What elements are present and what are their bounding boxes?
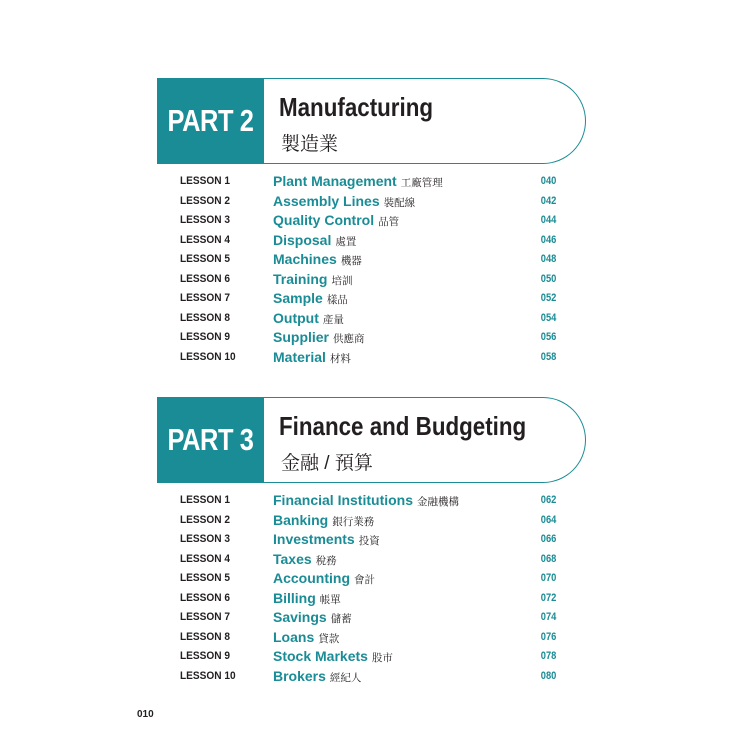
lesson-label: LESSON 5 [180,253,231,265]
lesson-title-zh: 金融機構 [417,496,460,508]
lesson-row[interactable] [180,329,560,349]
lesson-row[interactable] [180,609,560,629]
lesson-row[interactable] [180,512,560,532]
lesson-title-zh: 稅務 [315,554,337,567]
lesson-title-en: Output [273,309,319,326]
lesson-title-zh: 品管 [378,216,400,228]
lesson-row[interactable] [180,531,560,551]
lesson-label: LESSON 7 [180,292,231,304]
lesson-page-number: 050 [540,272,556,285]
lesson-list [180,492,560,687]
lesson-row[interactable] [180,570,560,590]
lesson-title-en: Billing [273,589,316,606]
part-title-en: Manufacturing [279,92,434,122]
lesson-page-number: 056 [540,331,556,343]
lesson-page-number: 064 [540,513,556,526]
lesson-label: LESSON 10 [180,350,236,363]
lesson-label: LESSON 3 [180,533,231,545]
lesson-list [180,173,560,368]
lesson-title-en: Taxes [273,550,312,567]
lesson-label: LESSON 8 [180,630,231,643]
lesson-title[interactable] [273,609,352,627]
lesson-page-number: 070 [540,572,556,584]
lesson-title-zh: 機器 [340,255,362,267]
lesson-title-zh: 材料 [329,352,351,365]
part-title-box [264,78,586,164]
lesson-title-en: Disposal [273,231,332,248]
lesson-row[interactable] [180,271,560,291]
lesson-row[interactable] [180,310,560,330]
lesson-label: LESSON 8 [180,311,231,324]
lesson-page-number: 066 [540,533,556,545]
lesson-row[interactable] [180,173,560,193]
lesson-title-zh: 投資 [358,535,380,547]
lesson-title-en: Plant Management [273,173,397,189]
lesson-title[interactable] [273,590,341,608]
lesson-title-zh: 股市 [371,652,393,664]
lesson-title[interactable] [273,668,361,686]
part-header [157,78,587,164]
lesson-row[interactable] [180,193,560,213]
lesson-page-number: 080 [540,669,556,682]
lesson-label: LESSON 9 [180,331,231,343]
lesson-title-en: Material [273,348,326,365]
lesson-title[interactable] [273,193,415,211]
lesson-label: LESSON 4 [180,233,231,246]
lesson-title-en: Training [273,270,328,287]
lesson-row[interactable] [180,251,560,271]
lesson-title-zh: 裝配線 [383,196,416,209]
part-title-zh: 製造業 [281,134,339,155]
lesson-row[interactable] [180,492,560,512]
lesson-title[interactable] [273,492,459,510]
lesson-title-zh: 貸款 [318,632,340,645]
lesson-row[interactable] [180,212,560,232]
lesson-title[interactable] [273,173,443,191]
lesson-title[interactable] [273,329,365,347]
page-number: 010 [137,709,154,720]
lesson-label: LESSON 4 [180,552,231,565]
lesson-title-zh: 工廠管理 [400,177,443,189]
lesson-title-zh: 處置 [335,235,357,248]
lesson-title-en: Financial Institutions [273,492,414,508]
part-title-box [264,397,586,483]
lesson-label: LESSON 1 [180,494,231,506]
lesson-page-number: 044 [540,214,556,226]
lesson-title-zh: 銀行業務 [332,515,375,528]
lesson-row[interactable] [180,648,560,668]
lesson-row[interactable] [180,349,560,369]
lesson-title-en: Stock Markets [273,648,368,664]
lesson-title[interactable] [273,629,339,647]
lesson-row[interactable] [180,232,560,252]
lesson-label: LESSON 2 [180,194,231,207]
lesson-title-en: Banking [273,511,329,528]
lesson-title-en: Supplier [273,329,330,345]
lesson-title-en: Investments [273,531,355,547]
lesson-title-en: Machines [273,251,337,267]
lesson-page-number: 046 [540,233,556,246]
lesson-title[interactable] [273,648,393,666]
lesson-label: LESSON 6 [180,272,231,285]
lesson-page-number: 052 [540,292,556,304]
lesson-page-number: 058 [540,350,556,363]
lesson-label: LESSON 1 [180,175,231,187]
lesson-label: LESSON 7 [180,611,231,623]
lesson-row[interactable] [180,551,560,571]
lesson-title-en: Accounting [273,570,350,586]
lesson-label: LESSON 6 [180,591,231,604]
lesson-title-zh: 樣品 [326,294,348,306]
part-title-en: Finance and Budgeting [279,411,527,441]
part-header [157,397,587,483]
lesson-title-zh: 培訓 [331,274,353,287]
lesson-label: LESSON 2 [180,513,231,526]
lesson-title[interactable] [273,570,375,588]
lesson-title[interactable] [273,251,362,269]
lesson-title[interactable] [273,310,344,328]
lesson-title[interactable] [273,512,374,530]
lesson-page-number: 078 [540,650,556,662]
lesson-row[interactable] [180,590,560,610]
lesson-label: LESSON 5 [180,572,231,584]
lesson-row[interactable] [180,290,560,310]
lesson-title-en: Savings [273,609,327,625]
lesson-title-zh: 會計 [354,574,375,586]
lesson-page-number: 076 [540,630,556,643]
part-label: PART 2 [167,103,254,138]
lesson-title-en: Assembly Lines [273,192,380,209]
lesson-page-number: 054 [540,311,556,324]
lesson-title[interactable] [273,271,352,289]
lesson-page-number: 042 [540,194,556,207]
lesson-title-en: Quality Control [273,212,375,228]
lesson-page-number: 048 [540,253,556,265]
part-badge [157,397,264,483]
lesson-title[interactable] [273,349,351,367]
lesson-label: LESSON 9 [180,650,231,662]
lesson-page-number: 068 [540,552,556,565]
lesson-row[interactable] [180,629,560,649]
lesson-title[interactable] [273,232,356,250]
lesson-label: LESSON 3 [180,214,231,226]
lesson-title-zh: 經紀人 [329,671,362,684]
lesson-title-zh: 產量 [322,313,344,326]
lesson-page-number: 072 [540,591,556,604]
lesson-title[interactable] [273,290,348,308]
lesson-title[interactable] [273,212,399,230]
lesson-title-zh: 帳單 [319,593,341,606]
lesson-row[interactable] [180,668,560,688]
lesson-page-number: 040 [540,175,556,187]
lesson-title-en: Sample [273,290,323,306]
lesson-title-en: Brokers [273,667,326,684]
part-title-zh: 金融 / 預算 [281,453,373,474]
lesson-page-number: 074 [540,611,556,623]
part-label: PART 3 [167,422,254,457]
part-badge [157,78,264,164]
lesson-label: LESSON 10 [180,669,236,682]
lesson-page-number: 062 [540,494,556,506]
lesson-title[interactable] [273,531,380,549]
lesson-title-zh: 供應商 [333,333,365,345]
lesson-title-en: Loans [273,628,315,645]
lesson-title-zh: 儲蓄 [330,613,352,625]
lesson-title[interactable] [273,551,337,569]
